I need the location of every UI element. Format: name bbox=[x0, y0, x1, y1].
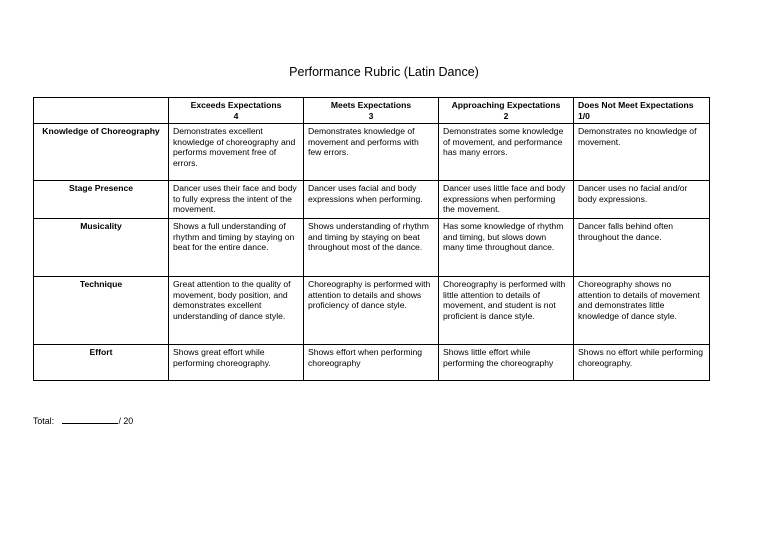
total-score bbox=[33, 415, 133, 426]
header-does-not-meet bbox=[574, 98, 710, 124]
rubric-cell: Demonstrates excellent knowledge of choreography and performs movement free of errors. bbox=[169, 124, 304, 181]
rubric-cell: Demonstrates no knowledge of movement. bbox=[574, 124, 710, 181]
rubric-cell: Dancer uses no facial and/or body expressions. bbox=[574, 181, 710, 219]
table-row bbox=[34, 345, 710, 381]
rubric-cell: Shows no effort while performing choreography. bbox=[574, 345, 710, 381]
rubric-cell: Has some knowledge of rhythm and timing, but slows down many time throughout dance. bbox=[439, 219, 574, 277]
header-approaching bbox=[439, 98, 574, 124]
header-score: 3 bbox=[368, 110, 374, 121]
header-score: 4 bbox=[233, 110, 239, 121]
rubric-cell: Shows great effort while performing choreography. bbox=[169, 345, 304, 381]
total-blank-line[interactable] bbox=[62, 415, 118, 424]
rubric-cell: Shows little effort while performing the choreography bbox=[439, 345, 574, 381]
criterion-label: Stage Presence bbox=[34, 181, 169, 219]
rubric-cell: Dancer uses facial and body expressions when performing. bbox=[304, 181, 439, 219]
total-label: Total: bbox=[33, 416, 55, 426]
rubric-cell: Choreography is performed with little attention to details of movement, and student is not proficient is dance style. bbox=[439, 277, 574, 345]
criterion-label: Technique bbox=[34, 277, 169, 345]
rubric-cell: Demonstrates some knowledge of movement, and performance has many errors. bbox=[439, 124, 574, 181]
rubric-cell: Choreography shows no attention to details of movement and demonstrates little knowledge of dance style. bbox=[574, 277, 710, 345]
rubric-cell: Dancer uses their face and body to fully express the intent of the movement. bbox=[169, 181, 304, 219]
header-row bbox=[34, 98, 710, 124]
table-row bbox=[34, 277, 710, 345]
rubric-cell: Shows understanding of rhythm and timing by staying on beat throughout most of the dance. bbox=[304, 219, 439, 277]
header-exceeds bbox=[169, 98, 304, 124]
rubric-cell: Demonstrates knowledge of movement and performs with few errors. bbox=[304, 124, 439, 181]
rubric-table bbox=[33, 97, 710, 381]
header-label: Does Not Meet Expectations bbox=[578, 100, 694, 110]
rubric-cell: Shows a full understanding of rhythm and timing by staying on beat for the entire dance. bbox=[169, 219, 304, 277]
table-row bbox=[34, 124, 710, 181]
rubric-cell: Dancer falls behind often throughout the dance. bbox=[574, 219, 710, 277]
rubric-cell: Great attention to the quality of movement, body position, and demonstrates excellent understanding of dance style. bbox=[169, 277, 304, 345]
rubric-cell: Dancer uses little face and body expressions when performing the movement. bbox=[439, 181, 574, 219]
page-title: Performance Rubric (Latin Dance) bbox=[289, 65, 479, 79]
table-row bbox=[34, 219, 710, 277]
table-row bbox=[34, 181, 710, 219]
header-label: Meets Expectations bbox=[330, 100, 412, 110]
header-score: 1/0 bbox=[578, 110, 590, 121]
header-label: Exceeds Expectations bbox=[190, 100, 282, 110]
rubric-cell: Shows effort when performing choreography bbox=[304, 345, 439, 381]
criterion-label: Knowledge of Choreography bbox=[34, 124, 169, 181]
header-meets bbox=[304, 98, 439, 124]
header-label: Approaching Expectations bbox=[451, 100, 561, 110]
rubric-cell: Choreography is performed with attention to details and shows proficiency of dance style. bbox=[304, 277, 439, 345]
total-suffix: / 20 bbox=[118, 416, 134, 426]
header-score: 2 bbox=[503, 110, 509, 121]
criterion-label: Effort bbox=[34, 345, 169, 381]
header-empty bbox=[34, 98, 169, 124]
criterion-label: Musicality bbox=[34, 219, 169, 277]
